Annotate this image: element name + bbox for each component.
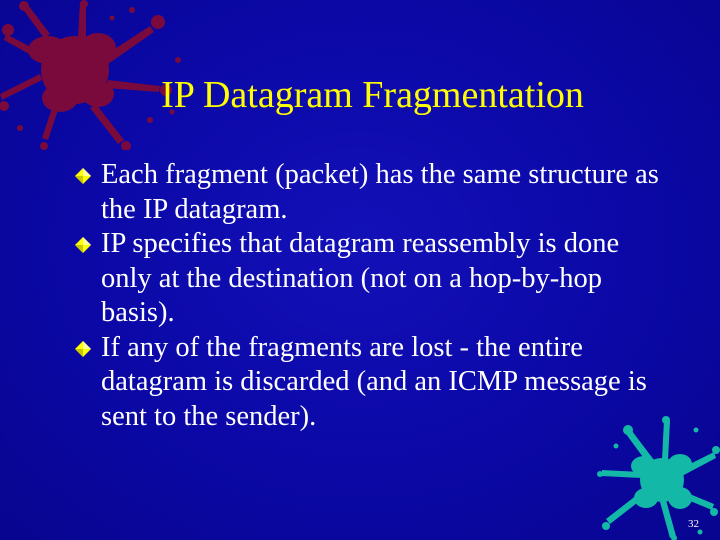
bullet-text: If any of the fragments are lost - the entire datagram is discarded (and an ICMP message is sent to the sender). xyxy=(101,331,647,432)
diamond-bullet-icon xyxy=(74,167,92,185)
bullet-text: IP specifies that datagram reassembly is done only at the destination (not on a hop-by-hop basis). xyxy=(101,228,620,328)
diamond-bullet-icon xyxy=(74,236,92,254)
page-number: 32 xyxy=(688,518,699,530)
slide-title: IP Datagram Fragmentation xyxy=(161,74,584,116)
bullet-item xyxy=(74,158,674,227)
paint-splat-icon xyxy=(596,416,720,540)
bullet-text: Each fragment (packet) has the same structure as the IP datagram. xyxy=(101,159,659,225)
diamond-bullet-icon xyxy=(74,340,92,358)
bullet-item xyxy=(74,227,674,331)
bullet-list xyxy=(74,158,674,434)
bullet-item xyxy=(74,331,674,435)
